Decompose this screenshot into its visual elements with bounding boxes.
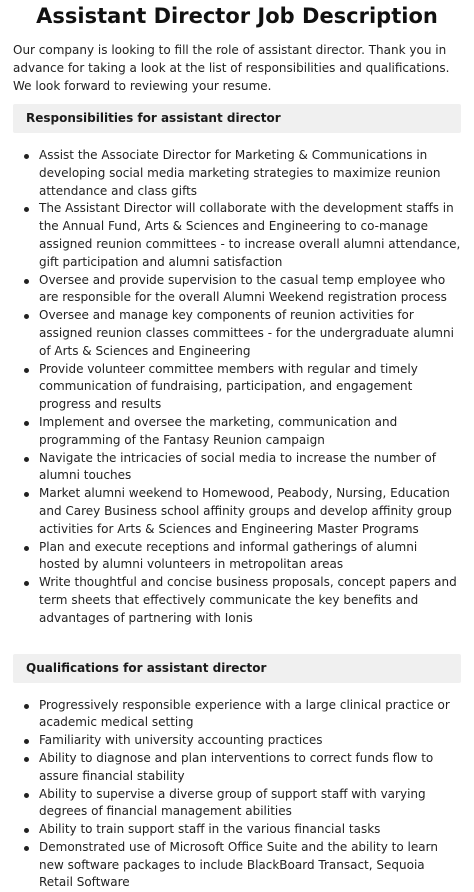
list-item-text: Ability to supervise a diverse group of support staff with varying degrees of financial management abilities [39,786,426,819]
list-item-text: Ability to train support staff in the various financial tasks [39,822,381,837]
responsibilities-heading: Responsibilities for assistant director [13,104,461,133]
list-item-text: Oversee and manage key components of reunion activities for assigned reunion classes committees - for the undergraduate alumni of Arts & Sciences and Engineering [39,308,454,358]
list-item [13,147,461,200]
list-item [13,450,461,486]
list-item-text: Demonstrated use of Microsoft Office Suite and the ability to learn new software packages to include BlackBoard Transact, Sequoia Retail Software [39,839,438,890]
bullet-icon [24,421,29,426]
list-item-text: Oversee and provide supervision to the casual temp employee who are responsible for the overall Alumni Weekend registration process [39,272,447,305]
bullet-icon [24,207,29,212]
list-item-text: Plan and execute receptions and informal gatherings of alumni hosted by alumni volunteers in metropolitan areas [39,539,418,572]
list-item [13,361,461,414]
qualifications-heading: Qualifications for assistant director [13,654,461,683]
list-item [13,821,461,839]
bullet-icon [24,546,29,551]
list-item [13,539,461,575]
list-item [13,750,461,786]
bullet-icon [24,757,29,762]
list-item-text: Implement and oversee the marketing, communication and programming of the Fantasy Reunion campaign [39,414,398,447]
page-title: Assistant Director Job Description [36,4,438,28]
list-item [13,786,461,822]
qualifications-list [13,697,461,892]
intro-paragraph: Our company is looking to fill the role of assistant director. Thank you in advance for taking a look at the list of responsibilities and qualifications. We look forward to reviewing your resume. [13,43,450,93]
list-item [13,485,461,538]
bullet-icon [24,314,29,319]
list-item-text: Assist the Associate Director for Marketing & Communications in developing social media marketing strategies to maximize reunion attendance and class gifts [39,148,441,198]
list-item [13,574,461,627]
list-item-text: Provide volunteer committee members with regular and timely communication of fundraising, participation, and engagement progress and results [39,361,418,412]
bullet-icon [24,846,29,851]
responsibilities-list [13,147,461,628]
bullet-icon [24,279,29,284]
bullet-icon [24,368,29,373]
bullet-icon [24,739,29,744]
list-item [13,839,461,892]
bullet-icon [24,492,29,497]
list-item-text: Familiarity with university accounting practices [39,733,323,748]
bullet-icon [24,704,29,709]
bullet-icon [24,154,29,159]
list-item-text: Ability to diagnose and plan interventions to correct funds flow to assure financial stability [39,750,434,783]
list-item [13,272,461,308]
list-item [13,732,461,750]
list-item-text: Write thoughtful and concise business proposals, concept papers and term sheets that effectively communicate the key benefits and advantages of partnering with Ionis [39,575,457,625]
list-item-text: The Assistant Director will collaborate with the development staffs in the Annual Fund, Arts & Sciences and Engineering to co-manage assigned reunion committees - to increase overall alumni attendance, gift participation and alumni satisfaction [39,201,461,269]
section-spacer [13,628,461,645]
bullet-icon [24,793,29,798]
list-item-text: Navigate the intricacies of social media to increase the number of alumni touches [39,450,436,483]
list-item-text: Progressively responsible experience with a large clinical practice or academic medical setting [39,697,450,730]
bullet-icon [24,457,29,462]
list-item [13,697,461,733]
list-item [13,307,461,360]
list-item [13,414,461,450]
list-item [13,200,461,271]
bullet-icon [24,828,29,833]
list-item-text: Market alumni weekend to Homewood, Peabody, Nursing, Education and Carey Business school affinity groups and develop affinity group activities for Arts & Sciences and Engineering Master Programs [39,486,452,536]
bullet-icon [24,581,29,586]
